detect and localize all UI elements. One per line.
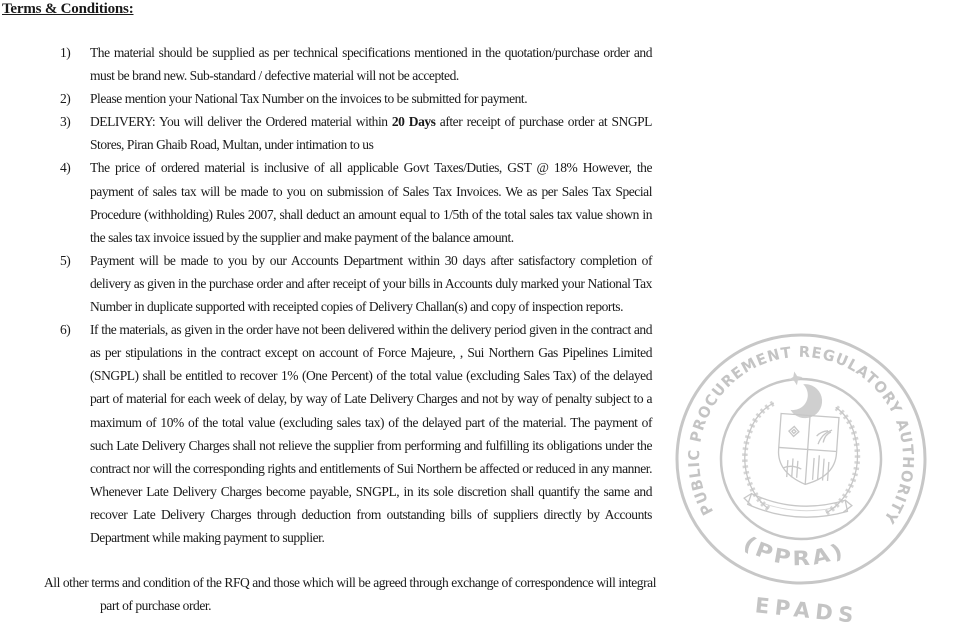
term-text: Please mention your National Tax Number on the invoices to be submitted for payment. [90,91,528,107]
term-item-3 [60,110,652,156]
term-number: 6) [60,322,71,338]
term-text: The price of ordered material is inclusive of all applicable Govt Taxes/Duties, GST @ 18% However, the payment of sales tax will be made to you on submission of Sales Tax Invoices. We as per Sales Tax Special Procedure (withholding) Rules 2007, shall deduct an amount equal to 1/5th of the total sales tax value shown in the sales tax invoice issued by the supplier and make payment of the balance amount. [90,160,652,245]
term-number: 4) [60,160,71,176]
pakistan-emblem [741,367,864,521]
shield-icon [776,414,839,487]
star-icon [787,370,803,386]
term-text-segment: DELIVERY: You will deliver the Ordered material within [90,114,392,130]
term-number: 3) [60,114,71,130]
terms-footer-note: All other terms and condition of the RFQ and those which will be agreed through exchange of correspondence will integral part of purchase order. [44,575,656,614]
term-number: 2) [60,91,71,107]
term-item-2 [60,87,652,110]
term-number: 1) [60,45,71,60]
term-number: 5) [60,252,71,268]
term-item-4 [60,156,652,248]
seal-abbr-text: (PPRA) [739,530,848,571]
seal-inner-ring [716,374,887,545]
wreath-left [741,401,776,509]
term-text: If the materials, as given in the order have not been delivered within the delivery period given in the contract and as per stipulations in the contract except on account of Force Majeure, , Sui Northern Gas Pipelines Limited (SNGPL) shall be entitled to recover 1% (One Percent) of the total value (excluding Sales Tax) of the delayed part of material for each week of delay, by way of Late Delivery Charges and not by way of penalty subject to a maximum of 10% of the total value (excluding sales tax) of the delayed part of the material. The payment of such Late Delivery Charges shall not relieve the supplier from performing and fulfilling its obligations under the contract nor will the corresponding rights and entitlements of Sui Northern be affected or reduced in any manner. Whenever Late Delivery Charges become payable, SNGPL, in its sole discretion shall quantify the same and recover Late Delivery Charges through deduction from outstanding bills of suppliers directly by Accounts Department while making payment to supplier. [90,322,652,545]
page-title: Terms & Conditions: [2,1,134,17]
epads-label: EPADS [753,593,860,629]
term-text: The material should be supplied as per technical specifications mentioned in the quotation/purchase order and must be brand new. Sub-standard / defective material will not be accepted. [90,45,652,84]
ppra-watermark-seal [651,309,951,639]
wreath-right [826,407,861,515]
term-text-bold-segment: 20 Days [391,114,436,130]
term-item-6 [60,318,652,549]
term-item-1 [60,41,652,87]
seal-outer-ring [669,327,934,592]
term-text-segment: after receipt of purchase order at SNGPL Stores, Piran Ghaib Road, Multan, under intimation to us [90,114,652,153]
scroll-banner [747,493,848,520]
term-text [90,110,652,156]
crescent-icon [790,383,823,419]
seal-ring-text: PUBLIC PROCUREMENT REGULATORY AUTHORITY [684,342,918,528]
terms-list [60,41,652,549]
term-text: Payment will be made to you by our Accounts Department within 30 days after satisfactory completion of delivery as given in the purchase order and after receipt of your bills in Accounts duly marked your National Tax Number in duplicate supported with receipted copies of Delivery Challan(s) and copy of inspection reports. [90,252,652,315]
term-item-5 [60,249,652,318]
